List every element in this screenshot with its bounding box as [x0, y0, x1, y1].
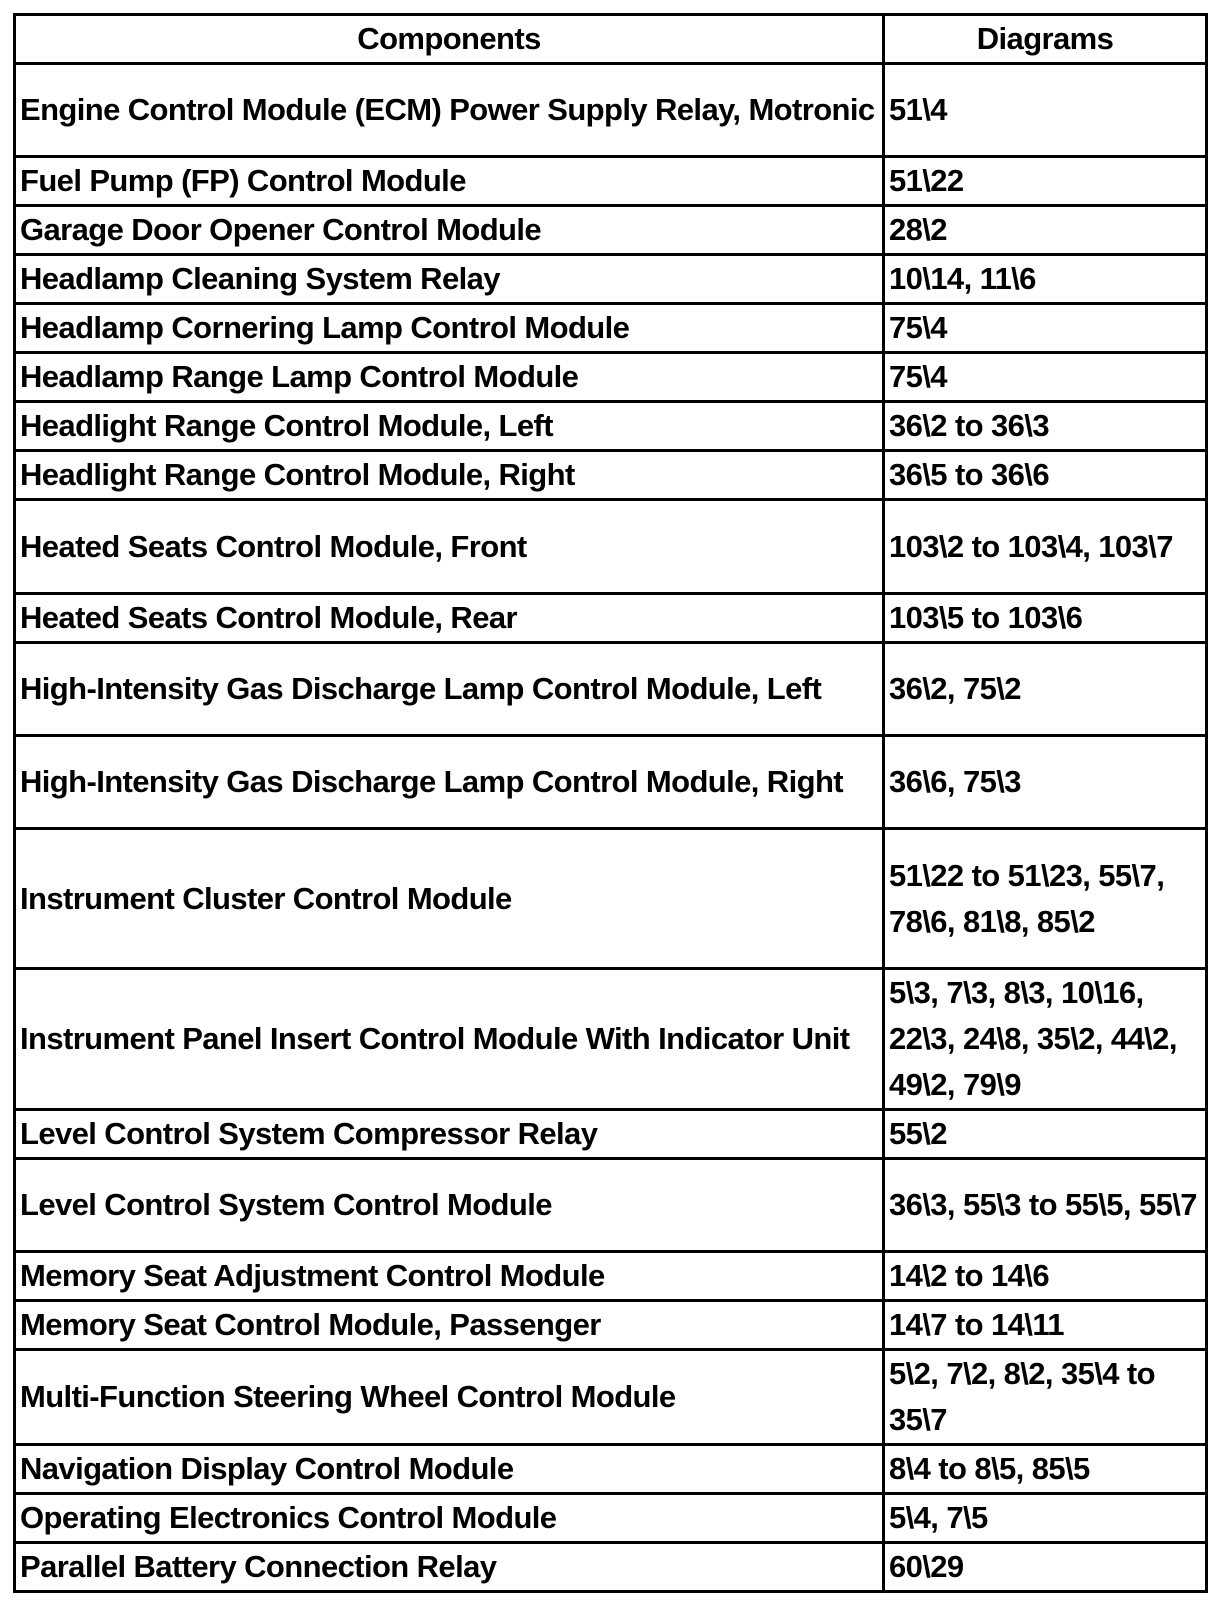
diagrams-cell: 5\2, 7\2, 8\2, 35\4 to 35\7: [884, 1350, 1207, 1445]
header-components: Components: [15, 15, 884, 64]
table-row: [15, 353, 1207, 402]
diagrams-cell: 51\22 to 51\23, 55\7, 78\6, 81\8, 85\2: [884, 829, 1207, 969]
diagrams-cell: 51\22: [884, 157, 1207, 206]
diagrams-cell: 14\7 to 14\11: [884, 1301, 1207, 1350]
diagrams-cell: 36\3, 55\3 to 55\5, 55\7: [884, 1159, 1207, 1252]
table-row: [15, 157, 1207, 206]
diagrams-cell: 51\4: [884, 64, 1207, 157]
table-row: [15, 1159, 1207, 1252]
component-cell: High-Intensity Gas Discharge Lamp Control Module, Left: [15, 643, 884, 736]
table-row: [15, 594, 1207, 643]
component-cell: Parallel Battery Connection Relay: [15, 1543, 884, 1592]
table-row: [15, 1110, 1207, 1159]
component-cell: Memory Seat Adjustment Control Module: [15, 1252, 884, 1301]
table-row: [15, 1301, 1207, 1350]
component-cell: Level Control System Compressor Relay: [15, 1110, 884, 1159]
diagrams-cell: 8\4 to 8\5, 85\5: [884, 1445, 1207, 1494]
diagrams-cell: 75\4: [884, 353, 1207, 402]
diagrams-cell: 36\6, 75\3: [884, 736, 1207, 829]
table-row: [15, 1494, 1207, 1543]
diagrams-cell: 36\2, 75\2: [884, 643, 1207, 736]
table-row: [15, 64, 1207, 157]
table-row: [15, 1543, 1207, 1592]
diagrams-cell: 103\5 to 103\6: [884, 594, 1207, 643]
diagrams-cell: 36\2 to 36\3: [884, 402, 1207, 451]
component-cell: Memory Seat Control Module, Passenger: [15, 1301, 884, 1350]
component-cell: Multi-Function Steering Wheel Control Module: [15, 1350, 884, 1445]
table-row: [15, 643, 1207, 736]
diagrams-cell: 55\2: [884, 1110, 1207, 1159]
table-row: [15, 402, 1207, 451]
diagrams-cell: 28\2: [884, 206, 1207, 255]
diagrams-cell: 103\2 to 103\4, 103\7: [884, 500, 1207, 594]
component-cell: Headlamp Range Lamp Control Module: [15, 353, 884, 402]
component-cell: Operating Electronics Control Module: [15, 1494, 884, 1543]
diagrams-cell: 75\4: [884, 304, 1207, 353]
component-cell: Instrument Panel Insert Control Module With Indicator Unit: [15, 969, 884, 1110]
component-cell: Fuel Pump (FP) Control Module: [15, 157, 884, 206]
table-row: [15, 969, 1207, 1110]
component-cell: Headlamp Cleaning System Relay: [15, 255, 884, 304]
diagrams-cell: 36\5 to 36\6: [884, 451, 1207, 500]
component-cell: Level Control System Control Module: [15, 1159, 884, 1252]
table-row: [15, 829, 1207, 969]
table-row: [15, 1445, 1207, 1494]
component-cell: Engine Control Module (ECM) Power Supply Relay, Motronic: [15, 64, 884, 157]
table-row: [15, 451, 1207, 500]
component-cell: Headlight Range Control Module, Right: [15, 451, 884, 500]
component-cell: Navigation Display Control Module: [15, 1445, 884, 1494]
component-cell: Heated Seats Control Module, Rear: [15, 594, 884, 643]
table-row: [15, 304, 1207, 353]
components-table: [13, 13, 1208, 1593]
table-row: [15, 255, 1207, 304]
diagrams-cell: 5\3, 7\3, 8\3, 10\16, 22\3, 24\8, 35\2, 44\2, 49\2, 79\9: [884, 969, 1207, 1110]
diagrams-cell: 5\4, 7\5: [884, 1494, 1207, 1543]
components-table-sheet: [13, 13, 1208, 1593]
table-row: [15, 206, 1207, 255]
component-cell: High-Intensity Gas Discharge Lamp Control Module, Right: [15, 736, 884, 829]
component-cell: Garage Door Opener Control Module: [15, 206, 884, 255]
component-cell: Heated Seats Control Module, Front: [15, 500, 884, 594]
component-cell: Headlamp Cornering Lamp Control Module: [15, 304, 884, 353]
component-cell: Instrument Cluster Control Module: [15, 829, 884, 969]
diagrams-cell: 14\2 to 14\6: [884, 1252, 1207, 1301]
table-row: [15, 1350, 1207, 1445]
header-diagrams: Diagrams: [884, 15, 1207, 64]
component-cell: Headlight Range Control Module, Left: [15, 402, 884, 451]
table-row: [15, 1252, 1207, 1301]
diagrams-cell: 10\14, 11\6: [884, 255, 1207, 304]
table-row: [15, 736, 1207, 829]
table-row: [15, 500, 1207, 594]
diagrams-cell: 60\29: [884, 1543, 1207, 1592]
table-header-row: [15, 15, 1207, 64]
